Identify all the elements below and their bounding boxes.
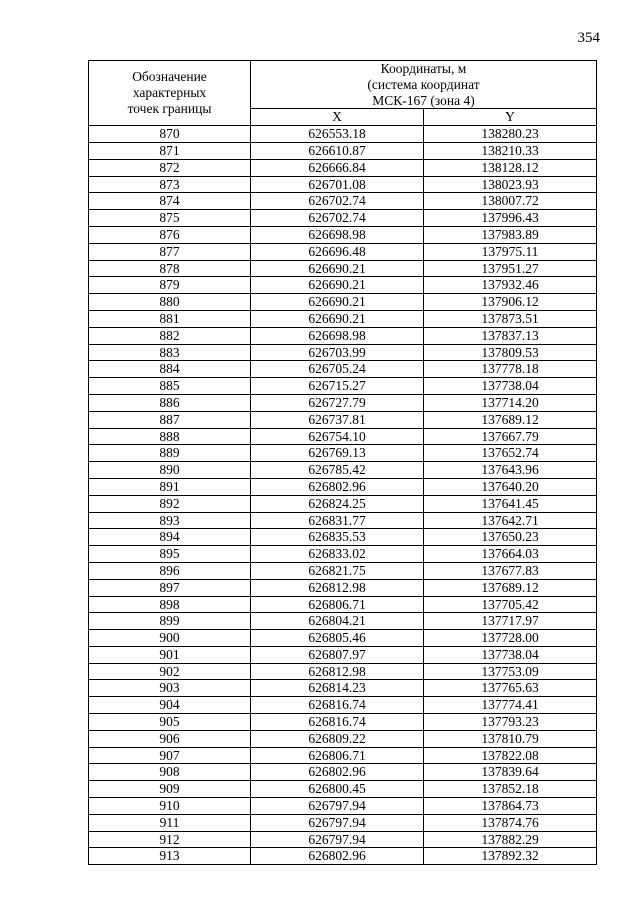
x-coordinate-cell: 626698.98 <box>251 327 424 344</box>
table-row <box>89 462 597 479</box>
table-row <box>89 159 597 176</box>
table-row <box>89 126 597 143</box>
x-coordinate-cell: 626553.18 <box>251 126 424 143</box>
y-coordinate-cell: 137677.83 <box>424 562 597 579</box>
point-id-cell: 906 <box>89 730 251 747</box>
point-header-line: точек границы <box>127 100 212 116</box>
point-id-cell: 892 <box>89 495 251 512</box>
y-coordinate-cell: 137765.63 <box>424 680 597 697</box>
column-y-header: Y <box>424 109 597 126</box>
x-coordinate-cell: 626797.94 <box>251 814 424 831</box>
y-coordinate-cell: 137753.09 <box>424 663 597 680</box>
table-row <box>89 394 597 411</box>
point-id-cell: 873 <box>89 176 251 193</box>
coordinates-header <box>251 61 597 109</box>
x-coordinate-cell: 626835.53 <box>251 529 424 546</box>
y-coordinate-cell: 137641.45 <box>424 495 597 512</box>
table-row <box>89 277 597 294</box>
x-coordinate-cell: 626737.81 <box>251 411 424 428</box>
table-row <box>89 764 597 781</box>
point-id-cell: 870 <box>89 126 251 143</box>
y-coordinate-cell: 137738.04 <box>424 378 597 395</box>
x-coordinate-cell: 626703.99 <box>251 344 424 361</box>
x-coordinate-cell: 626814.23 <box>251 680 424 697</box>
table-row <box>89 646 597 663</box>
x-coordinate-cell: 626785.42 <box>251 462 424 479</box>
point-id-cell: 872 <box>89 159 251 176</box>
point-header-line: Обозначение <box>132 69 207 85</box>
y-coordinate-cell: 137774.41 <box>424 697 597 714</box>
y-coordinate-cell: 137650.23 <box>424 529 597 546</box>
point-id-cell: 893 <box>89 512 251 529</box>
page-number: 354 <box>577 30 600 46</box>
x-coordinate-cell: 626805.46 <box>251 630 424 647</box>
y-coordinate-cell: 137874.76 <box>424 814 597 831</box>
table-row <box>89 680 597 697</box>
point-id-cell: 875 <box>89 210 251 227</box>
x-coordinate-cell: 626816.74 <box>251 697 424 714</box>
point-id-cell: 888 <box>89 428 251 445</box>
x-coordinate-cell: 626833.02 <box>251 546 424 563</box>
y-coordinate-cell: 137983.89 <box>424 226 597 243</box>
point-id-cell: 879 <box>89 277 251 294</box>
table-row <box>89 210 597 227</box>
point-id-cell: 876 <box>89 226 251 243</box>
point-id-cell: 902 <box>89 663 251 680</box>
table-body <box>89 126 597 865</box>
point-id-cell: 890 <box>89 462 251 479</box>
y-coordinate-cell: 137652.74 <box>424 445 597 462</box>
x-coordinate-cell: 626769.13 <box>251 445 424 462</box>
table-row <box>89 478 597 495</box>
x-coordinate-cell: 626705.24 <box>251 361 424 378</box>
y-coordinate-cell: 137873.51 <box>424 310 597 327</box>
point-id-cell: 907 <box>89 747 251 764</box>
point-id-cell: 885 <box>89 378 251 395</box>
column-x-header: X <box>251 109 424 126</box>
point-id-cell: 896 <box>89 562 251 579</box>
coords-header-line: (система координат <box>367 76 480 92</box>
table-row <box>89 226 597 243</box>
coords-header-line: МСК-167 (зона 4) <box>372 92 475 108</box>
y-coordinate-cell: 137642.71 <box>424 512 597 529</box>
point-header-line: характерных <box>132 85 207 101</box>
y-coordinate-cell: 137793.23 <box>424 714 597 731</box>
table-row <box>89 260 597 277</box>
y-coordinate-cell: 137892.32 <box>424 848 597 865</box>
x-coordinate-cell: 626812.98 <box>251 663 424 680</box>
point-id-cell: 897 <box>89 579 251 596</box>
x-coordinate-cell: 626610.87 <box>251 142 424 159</box>
table-row <box>89 630 597 647</box>
y-coordinate-cell: 138128.12 <box>424 159 597 176</box>
table-row <box>89 344 597 361</box>
x-coordinate-cell: 626809.22 <box>251 730 424 747</box>
x-coordinate-cell: 626754.10 <box>251 428 424 445</box>
y-coordinate-cell: 137717.97 <box>424 613 597 630</box>
table-row <box>89 546 597 563</box>
y-coordinate-cell: 137810.79 <box>424 730 597 747</box>
y-coordinate-cell: 138210.33 <box>424 142 597 159</box>
table-row <box>89 411 597 428</box>
y-coordinate-cell: 138023.93 <box>424 176 597 193</box>
table-row <box>89 294 597 311</box>
x-coordinate-cell: 626797.94 <box>251 831 424 848</box>
y-coordinate-cell: 137640.20 <box>424 478 597 495</box>
x-coordinate-cell: 626715.27 <box>251 378 424 395</box>
table-row <box>89 714 597 731</box>
y-coordinate-cell: 137705.42 <box>424 596 597 613</box>
point-designation-header <box>89 61 251 126</box>
x-coordinate-cell: 626666.84 <box>251 159 424 176</box>
point-id-cell: 904 <box>89 697 251 714</box>
y-coordinate-cell: 137996.43 <box>424 210 597 227</box>
point-id-cell: 910 <box>89 798 251 815</box>
table-row <box>89 579 597 596</box>
y-coordinate-cell: 138280.23 <box>424 126 597 143</box>
y-coordinate-cell: 137714.20 <box>424 394 597 411</box>
table-row <box>89 814 597 831</box>
table-header <box>89 61 597 126</box>
x-coordinate-cell: 626802.96 <box>251 478 424 495</box>
point-id-cell: 894 <box>89 529 251 546</box>
table-row <box>89 596 597 613</box>
x-coordinate-cell: 626701.08 <box>251 176 424 193</box>
point-id-cell: 898 <box>89 596 251 613</box>
y-coordinate-cell: 137822.08 <box>424 747 597 764</box>
table-row <box>89 176 597 193</box>
table-row <box>89 562 597 579</box>
point-id-cell: 905 <box>89 714 251 731</box>
table-row <box>89 798 597 815</box>
y-coordinate-cell: 138007.72 <box>424 193 597 210</box>
table-row <box>89 529 597 546</box>
point-id-cell: 901 <box>89 646 251 663</box>
point-id-cell: 882 <box>89 327 251 344</box>
x-coordinate-cell: 626690.21 <box>251 294 424 311</box>
point-id-cell: 913 <box>89 848 251 865</box>
y-coordinate-cell: 137882.29 <box>424 831 597 848</box>
x-coordinate-cell: 626807.97 <box>251 646 424 663</box>
x-coordinate-cell: 626831.77 <box>251 512 424 529</box>
table-row <box>89 378 597 395</box>
x-coordinate-cell: 626802.96 <box>251 764 424 781</box>
point-id-cell: 871 <box>89 142 251 159</box>
point-id-cell: 886 <box>89 394 251 411</box>
x-coordinate-cell: 626702.74 <box>251 210 424 227</box>
x-coordinate-cell: 626800.45 <box>251 781 424 798</box>
x-coordinate-cell: 626802.96 <box>251 848 424 865</box>
x-coordinate-cell: 626696.48 <box>251 243 424 260</box>
y-coordinate-cell: 137667.79 <box>424 428 597 445</box>
x-coordinate-cell: 626816.74 <box>251 714 424 731</box>
point-id-cell: 909 <box>89 781 251 798</box>
y-coordinate-cell: 137778.18 <box>424 361 597 378</box>
y-coordinate-cell: 137932.46 <box>424 277 597 294</box>
point-id-cell: 880 <box>89 294 251 311</box>
x-coordinate-cell: 626797.94 <box>251 798 424 815</box>
table-row <box>89 193 597 210</box>
y-coordinate-cell: 137951.27 <box>424 260 597 277</box>
point-id-cell: 881 <box>89 310 251 327</box>
point-id-cell: 874 <box>89 193 251 210</box>
table-row <box>89 730 597 747</box>
point-id-cell: 887 <box>89 411 251 428</box>
y-coordinate-cell: 137738.04 <box>424 646 597 663</box>
point-id-cell: 877 <box>89 243 251 260</box>
y-coordinate-cell: 137809.53 <box>424 344 597 361</box>
x-coordinate-cell: 626821.75 <box>251 562 424 579</box>
y-coordinate-cell: 137864.73 <box>424 798 597 815</box>
x-coordinate-cell: 626806.71 <box>251 596 424 613</box>
point-id-cell: 889 <box>89 445 251 462</box>
y-coordinate-cell: 137643.96 <box>424 462 597 479</box>
table-row <box>89 831 597 848</box>
table-row <box>89 428 597 445</box>
x-coordinate-cell: 626690.21 <box>251 277 424 294</box>
x-coordinate-cell: 626727.79 <box>251 394 424 411</box>
point-id-cell: 895 <box>89 546 251 563</box>
x-coordinate-cell: 626824.25 <box>251 495 424 512</box>
table-row <box>89 243 597 260</box>
x-coordinate-cell: 626702.74 <box>251 193 424 210</box>
table-row <box>89 697 597 714</box>
x-coordinate-cell: 626690.21 <box>251 310 424 327</box>
y-coordinate-cell: 137975.11 <box>424 243 597 260</box>
x-coordinate-cell: 626698.98 <box>251 226 424 243</box>
y-coordinate-cell: 137852.18 <box>424 781 597 798</box>
x-coordinate-cell: 626804.21 <box>251 613 424 630</box>
y-coordinate-cell: 137689.12 <box>424 579 597 596</box>
y-coordinate-cell: 137906.12 <box>424 294 597 311</box>
point-id-cell: 891 <box>89 478 251 495</box>
point-id-cell: 884 <box>89 361 251 378</box>
y-coordinate-cell: 137689.12 <box>424 411 597 428</box>
table-row <box>89 361 597 378</box>
table-row <box>89 512 597 529</box>
point-id-cell: 883 <box>89 344 251 361</box>
table-row <box>89 747 597 764</box>
table-row <box>89 310 597 327</box>
point-id-cell: 908 <box>89 764 251 781</box>
table-row <box>89 445 597 462</box>
coords-header-line: Координаты, м <box>380 61 467 76</box>
x-coordinate-cell: 626690.21 <box>251 260 424 277</box>
y-coordinate-cell: 137839.64 <box>424 764 597 781</box>
table-row <box>89 613 597 630</box>
point-id-cell: 911 <box>89 814 251 831</box>
table-row <box>89 142 597 159</box>
y-coordinate-cell: 137664.03 <box>424 546 597 563</box>
table-row <box>89 327 597 344</box>
point-id-cell: 878 <box>89 260 251 277</box>
point-id-cell: 900 <box>89 630 251 647</box>
x-coordinate-cell: 626806.71 <box>251 747 424 764</box>
coordinates-table <box>88 60 597 865</box>
point-id-cell: 903 <box>89 680 251 697</box>
x-coordinate-cell: 626812.98 <box>251 579 424 596</box>
table-row <box>89 495 597 512</box>
table-row <box>89 848 597 865</box>
y-coordinate-cell: 137837.13 <box>424 327 597 344</box>
table-row <box>89 663 597 680</box>
table-row <box>89 781 597 798</box>
y-coordinate-cell: 137728.00 <box>424 630 597 647</box>
point-id-cell: 899 <box>89 613 251 630</box>
point-id-cell: 912 <box>89 831 251 848</box>
